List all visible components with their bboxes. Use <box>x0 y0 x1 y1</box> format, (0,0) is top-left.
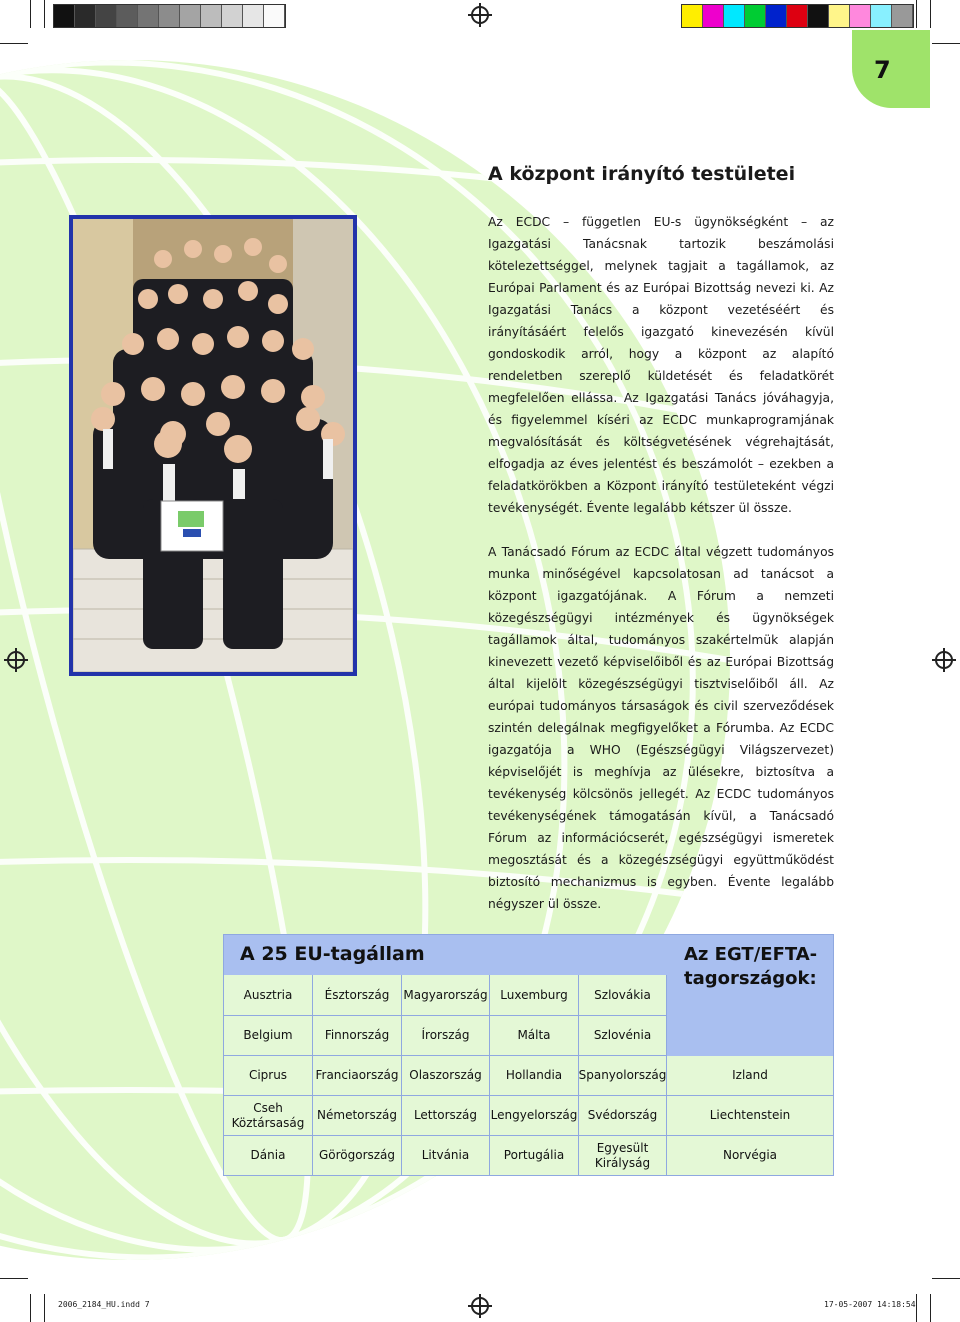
table-cell: Magyarország <box>402 975 490 1016</box>
crop-mark <box>930 1294 931 1322</box>
table-cell: Szlovénia <box>579 1016 667 1056</box>
table-cell: Belgium <box>224 1016 313 1056</box>
page-number: 7 <box>874 56 891 84</box>
group-photo <box>69 215 357 676</box>
table-cell: Görögország <box>313 1136 402 1175</box>
registration-mark-icon <box>471 1297 489 1315</box>
table-cell: Olaszország <box>402 1056 490 1096</box>
page-title: A központ irányító testületei <box>488 163 796 185</box>
crop-mark <box>916 0 917 28</box>
crop-mark <box>44 0 45 28</box>
table-cell: Portugália <box>490 1136 579 1175</box>
crop-mark <box>932 1278 960 1279</box>
table-cell: Finnország <box>313 1016 402 1056</box>
table-cell: Lengyelország <box>490 1096 579 1136</box>
registration-mark-icon <box>935 651 953 669</box>
crop-mark <box>0 1278 28 1279</box>
table-cell: Spanyolország <box>579 1056 667 1096</box>
crop-mark <box>932 43 960 44</box>
eu-member-states-heading: A 25 EU-tagállam <box>240 943 425 965</box>
crop-mark <box>30 0 31 28</box>
member-states-table <box>223 934 834 1176</box>
page-number-tab <box>852 30 930 108</box>
table-cell: Lettország <box>402 1096 490 1136</box>
table-cell: Egyesült Királyság <box>579 1136 667 1175</box>
table-cell: Ausztria <box>224 975 313 1016</box>
file-slug: 2006_2184_HU.indd 7 <box>58 1300 150 1309</box>
efta-cell: Norvégia <box>667 1136 833 1175</box>
efta-cell: Liechtenstein <box>667 1096 833 1136</box>
registration-mark-icon <box>471 6 489 24</box>
crop-mark <box>916 1294 917 1322</box>
crop-mark <box>0 43 28 44</box>
table-cell: Németország <box>313 1096 402 1136</box>
table-cell: Dánia <box>224 1136 313 1175</box>
crop-mark <box>930 0 931 28</box>
table-cell: Szlovákia <box>579 975 667 1016</box>
table-cell: Ciprus <box>224 1056 313 1096</box>
table-cell: Franciaország <box>313 1056 402 1096</box>
table-cell: Írország <box>402 1016 490 1056</box>
table-cell: Luxemburg <box>490 975 579 1016</box>
table-cell: Cseh Köztársaság <box>224 1096 313 1136</box>
table-cell: Észtország <box>313 975 402 1016</box>
crop-mark <box>30 1294 31 1322</box>
process-color-bar <box>681 4 914 28</box>
efta-cell: Izland <box>667 1056 833 1096</box>
table-cell: Svédország <box>579 1096 667 1136</box>
table-cell: Málta <box>490 1016 579 1056</box>
eea-efta-heading: Az EGT/EFTA-tagországok: <box>684 944 818 989</box>
registration-mark-icon <box>7 651 25 669</box>
crop-mark <box>44 1294 45 1322</box>
grayscale-color-bar <box>53 4 286 28</box>
governing-board-paragraph: Az ECDC – független EU-s ügynökségként – az Igazgatási Tanácsnak tartozik beszámolási kötelezettséggel, melynek tagjait a tagállamok, az Európai Parlament és az Európai Bizottság nevezi ki. Az Igazgatási Tanács a központ vezetéséért és irányításáért felelős igazgató kinevezésén kívül gondoskodik arról, hogy a központ az alapító rendeletben szereplő küldetését és feladatkörét megfelelően ellássa. Az Igazgatási Tanács jóváhagyja, és figyelemmel kíséri az ECDC munkaprogramjának megvalósítását és költségvetésének végrehajtását, elfogadja az éves jelentést és beszámolót – ezekben a feladatkörökben a Központ irányító testületeként végzi tevékenységét. Évente legalább kétszer ül össze. <box>488 215 834 515</box>
timestamp-slug: 17-05-2007 14:18:54 <box>824 1300 916 1309</box>
advisory-forum-paragraph: A Tanácsadó Fórum az ECDC által végzett tudományos munka minőségével kapcsolatosan ad tanácsot a központ igazgatójának. A Fórum a nemzeti közegészségügyi intézmények és ügynökségek tagállamok által, tudományos szakértelmük alapján kinevezett vezető képviselőiből és az Európai Bizottság által kijelölt közegészségügyi tisztviselőiből áll. Az európai tudományos társaságok és civil szerveződések szintén delegálnak megfigyelőket a Fórumba. Az ECDC igazgatója a WHO (Egészségügyi Világszervezet) képviselőjét is meghívja az ülésekre, biztosítva a tevékenység kölcsönös jellegét. Az ECDC tudományos tevékenységének támogatásán kívül, a Tanácsadó Fórum az információcserét, egészségügyi ismeretek megosztását és a közegészségügyi együttműködést biztosító mechanizmus is egyben. Évente legalább négyszer ül össze. <box>488 545 834 911</box>
table-cell: Hollandia <box>490 1056 579 1096</box>
table-cell: Litvánia <box>402 1136 490 1175</box>
